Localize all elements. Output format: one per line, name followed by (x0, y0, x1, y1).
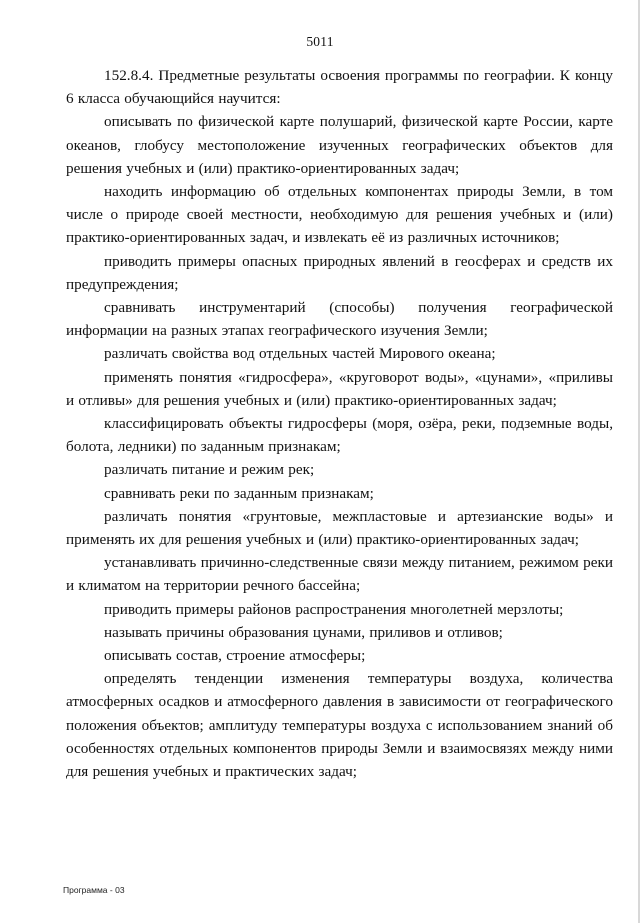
list-item: различать свойства вод отдельных частей Мирового океана; (104, 345, 496, 363)
list-item: различать питание и режим рек; (104, 461, 315, 479)
document-body (66, 64, 613, 783)
list-item: различать понятия «грунтовые, межпластовые и артезианские воды» и применять их для решения учебных и (или) практико-ориентированных задач; (66, 507, 613, 549)
list-item: сравнивать инструментарий (способы) получения географической информации на разных этапах географического изучения Земли; (66, 299, 613, 340)
list-item: называть причины образования цунами, приливов и отливов; (104, 623, 503, 641)
list-item: описывать состав, строение атмосферы; (104, 647, 366, 665)
list-item: сравнивать реки по заданным признакам; (104, 484, 374, 502)
list-item: описывать по физической карте полушарий, физической карте России, карте океанов, глобусу местоположение изученных географических объектов для решения учебных и (или) практико-ориентированных задач; (66, 113, 613, 177)
page-footer: Программа - 03 (63, 885, 125, 895)
list-item: применять понятия «гидросфера», «круговорот воды», «цунами», «приливы и отливы» для решения учебных и (или) практико-ориентированных задач; (66, 368, 613, 409)
list-item: приводить примеры районов распространения многолетней мерзлоты; (104, 600, 564, 618)
list-item: классифицировать объекты гидросферы (моря, озёра, реки, подземные воды, болота, ледники) по заданным признакам; (66, 415, 613, 456)
section-heading-paragraph: 152.8.4. Предметные результаты освоения программы по географии. К концу 6 класса обучающийся научится: (66, 67, 613, 108)
list-item: приводить примеры опасных природных явлений в геосферах и средств их предупреждения; (66, 252, 613, 293)
list-item: определять тенденции изменения температуры воздуха, количества атмосферных осадков и атмосферного давления в зависимости от географического положения объектов; амплитуду температуры воздуха с использованием знаний об особенностях отдельных компонентов природы Земли и взаимосвязях между ними для решения учебных и практических задач; (66, 670, 613, 781)
list-item: устанавливать причинно-следственные связи между питанием, режимом реки и климатом на территории речного бассейна; (66, 554, 613, 595)
list-item: находить информацию об отдельных компонентах природы Земли, в том числе о природе своей местности, необходимую для решения учебных и (или) практико-ориентированных задач, и извлекать её из различных источников; (66, 183, 613, 247)
page-number: 5011 (306, 34, 334, 49)
